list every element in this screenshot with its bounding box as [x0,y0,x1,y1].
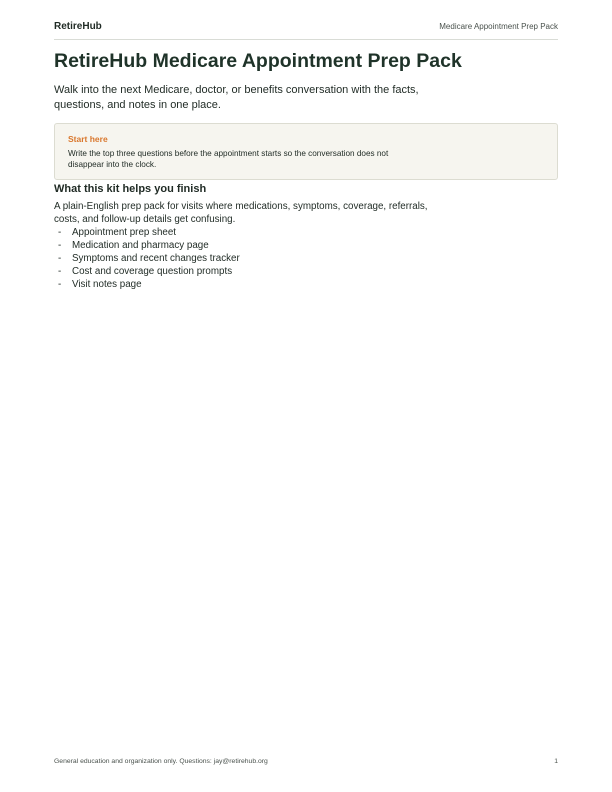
list-item-text: Visit notes page [72,279,142,290]
dash-bullet-icon: - [58,240,62,251]
page-title: RetireHub Medicare Appointment Prep Pack [54,50,462,72]
dash-bullet-icon: - [58,227,62,238]
dash-bullet-icon: - [58,279,62,290]
list-item-text: Appointment prep sheet [72,227,177,238]
start-here-callout [54,123,558,180]
intro-text: Walk into the next Medicare, doctor, or benefits conversation with the facts, questions, and notes in one place. [54,84,419,111]
list-item-text: Cost and coverage question prompts [72,266,233,277]
page-header [54,21,558,40]
page-footer [54,758,558,768]
dash-bullet-icon: - [58,253,62,264]
header-document-name: Medicare Appointment Prep Pack [439,22,558,31]
callout-title: Start here [68,134,108,144]
callout-text: Write the top three questions before the appointment starts so the conversation does not disappear into the clock. [68,149,389,169]
document-page [54,0,558,792]
section-title: What this kit helps you finish [54,183,207,195]
footer-note: General education and organization only. Questions: jay@retirehub.org [54,758,268,765]
dash-bullet-icon: - [58,266,62,277]
list-item-text: Medication and pharmacy page [72,240,209,251]
brand-name: RetireHub [54,21,102,32]
section-description: A plain-English prep pack for visits where medications, symptoms, coverage, referrals, costs, and follow-up details get confusing. [54,201,428,225]
page-number: 1 [554,758,558,765]
list-item-text: Symptoms and recent changes tracker [72,253,240,264]
